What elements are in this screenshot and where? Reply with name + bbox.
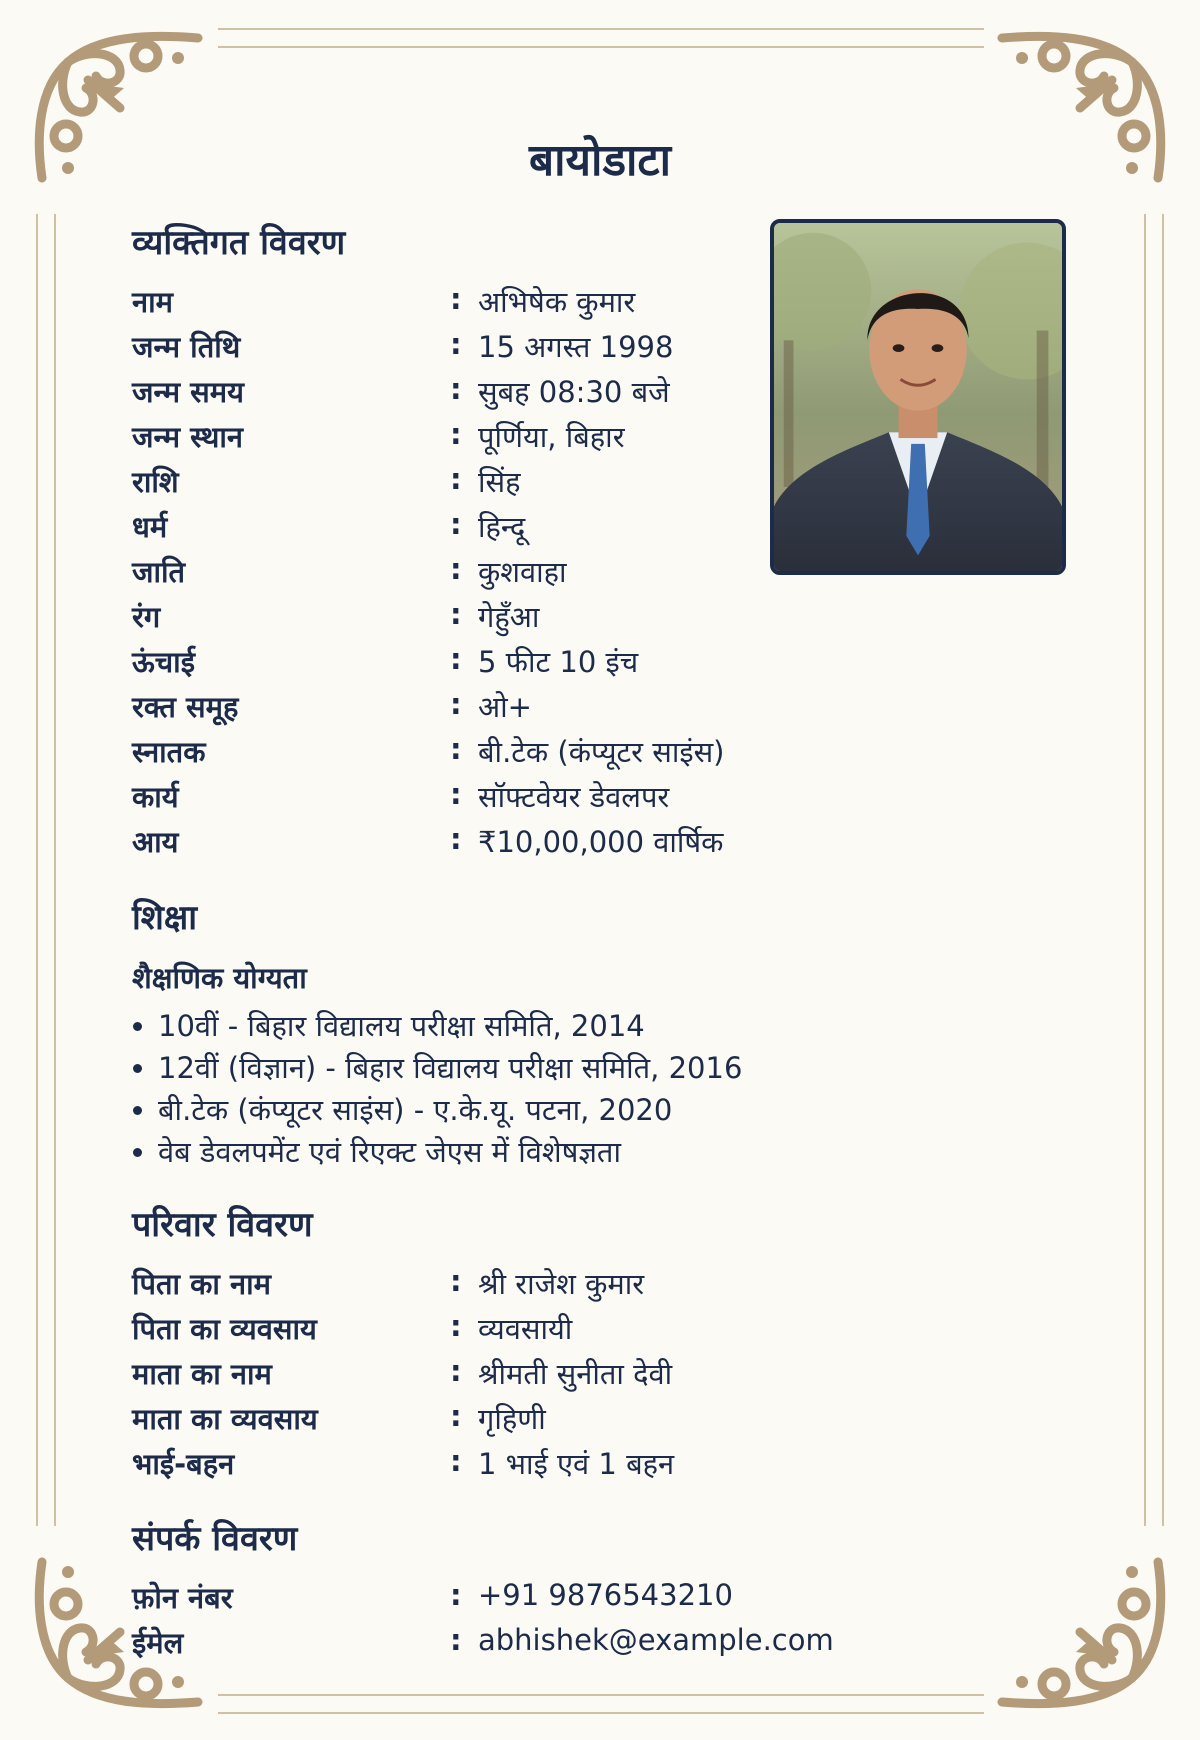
- separator: :: [450, 1444, 462, 1478]
- contact-details-heading: संपर्क विवरण: [132, 1519, 298, 1559]
- detail-label: ऊंचाई: [132, 645, 195, 679]
- list-item: • 10वीं - बिहार विद्यालय परीक्षा समिति, 2014: [158, 1005, 742, 1047]
- separator: :: [450, 1309, 462, 1343]
- detail-label: पिता का नाम: [132, 1267, 271, 1301]
- separator: :: [450, 282, 462, 316]
- detail-value: बी.टेक (कंप्यूटर साइंस): [478, 735, 725, 769]
- page-title: बायोडाटा: [529, 135, 671, 186]
- right-border-line: [1144, 214, 1146, 1526]
- detail-label: नाम: [132, 285, 173, 319]
- detail-label: रक्त समूह: [132, 690, 239, 724]
- separator: :: [450, 1623, 462, 1657]
- detail-label: भाई-बहन: [132, 1447, 235, 1481]
- separator: :: [450, 462, 462, 496]
- separator: :: [450, 597, 462, 631]
- right-border-line-inner: [1162, 214, 1164, 1526]
- list-item: • वेब डेवलपमेंट एवं रिएक्ट जेएस में विशेषज्ञता: [158, 1131, 742, 1173]
- detail-label: फ़ोन नंबर: [132, 1581, 233, 1615]
- family-row-mother-occupation: [132, 1399, 892, 1444]
- contact-row-email: [132, 1623, 892, 1668]
- detail-value: ओ+: [478, 690, 532, 724]
- left-border-line-inner: [54, 214, 56, 1526]
- separator: :: [450, 1399, 462, 1433]
- ornamental-corner-icon: [992, 1542, 1172, 1722]
- separator: :: [450, 507, 462, 541]
- email-value: abhishek@example.com: [478, 1623, 834, 1657]
- contact-details-list: [132, 1578, 892, 1668]
- family-row-siblings: [132, 1444, 892, 1489]
- detail-value: श्रीमती सुनीता देवी: [478, 1357, 673, 1391]
- detail-value: पूर्णिया, बिहार: [478, 420, 625, 454]
- family-details-list: [132, 1264, 892, 1489]
- detail-row-complexion: [132, 597, 892, 642]
- bottom-border-line-inner: [218, 1712, 984, 1714]
- detail-value: सॉफ्टवेयर डेवलपर: [478, 780, 670, 814]
- detail-value: 5 फीट 10 इंच: [478, 645, 639, 679]
- detail-label: रंग: [132, 600, 161, 634]
- separator: :: [450, 417, 462, 451]
- family-row-father-occupation: [132, 1309, 892, 1354]
- detail-label: जाति: [132, 555, 186, 589]
- detail-label: जन्म तिथि: [132, 330, 241, 364]
- phone-number-value: +91 9876543210: [478, 1578, 733, 1612]
- detail-label: जन्म स्थान: [132, 420, 244, 454]
- education-heading: शिक्षा: [132, 898, 198, 938]
- separator: :: [450, 1354, 462, 1388]
- top-border-line-inner: [218, 46, 984, 48]
- separator: :: [450, 732, 462, 766]
- detail-value: अभिषेक कुमार: [478, 285, 636, 319]
- detail-row-blood-group: [132, 687, 892, 732]
- left-border-line: [36, 214, 38, 1526]
- profile-photo-image: [774, 223, 1062, 571]
- top-border-line: [218, 28, 984, 30]
- detail-value: हिन्दू: [478, 510, 526, 544]
- detail-value: गृहिणी: [478, 1402, 546, 1436]
- detail-value: श्री राजेश कुमार: [478, 1267, 645, 1301]
- family-row-mother-name: [132, 1354, 892, 1399]
- detail-value: गेहुँआ: [478, 600, 540, 634]
- profile-photo: [770, 219, 1066, 575]
- detail-label: पिता का व्यवसाय: [132, 1312, 317, 1346]
- family-details-heading: परिवार विवरण: [132, 1205, 313, 1245]
- education-list: [122, 1005, 742, 1173]
- detail-label: स्नातक: [132, 735, 206, 769]
- detail-row-height: [132, 642, 892, 687]
- detail-value: 15 अगस्त 1998: [478, 330, 674, 364]
- detail-label: धर्म: [132, 510, 168, 544]
- detail-value: सुबह 08:30 बजे: [478, 375, 670, 409]
- list-item: • बी.टेक (कंप्यूटर साइंस) - ए.के.यू. पटना, 2020: [158, 1089, 742, 1131]
- separator: :: [450, 552, 462, 586]
- detail-value: कुशवाहा: [478, 555, 567, 589]
- separator: :: [450, 372, 462, 406]
- detail-label: ईमेल: [132, 1626, 184, 1660]
- detail-value: सिंह: [478, 465, 521, 499]
- detail-label: माता का व्यवसाय: [132, 1402, 318, 1436]
- detail-row-occupation: [132, 777, 892, 822]
- family-row-father-name: [132, 1264, 892, 1309]
- detail-label: जन्म समय: [132, 375, 244, 409]
- detail-value: 1 भाई एवं 1 बहन: [478, 1447, 675, 1481]
- separator: :: [450, 777, 462, 811]
- separator: :: [450, 642, 462, 676]
- separator: :: [450, 822, 462, 856]
- detail-value: ₹10,00,000 वार्षिक: [478, 825, 724, 859]
- detail-label: आय: [132, 825, 179, 859]
- detail-value: व्यवसायी: [478, 1312, 573, 1346]
- detail-row-income: [132, 822, 892, 867]
- detail-label: राशि: [132, 465, 179, 499]
- contact-row-phone: [132, 1578, 892, 1623]
- separator: :: [450, 1578, 462, 1612]
- separator: :: [450, 687, 462, 721]
- qualification-subheading: शैक्षणिक योग्यता: [132, 961, 307, 995]
- detail-label: माता का नाम: [132, 1357, 272, 1391]
- bottom-border-line: [218, 1694, 984, 1696]
- personal-details-heading: व्यक्तिगत विवरण: [132, 223, 346, 263]
- list-item: • 12वीं (विज्ञान) - बिहार विद्यालय परीक्षा समिति, 2016: [158, 1047, 742, 1089]
- separator: :: [450, 1264, 462, 1298]
- detail-row-graduation: [132, 732, 892, 777]
- detail-label: कार्य: [132, 780, 179, 814]
- separator: :: [450, 327, 462, 361]
